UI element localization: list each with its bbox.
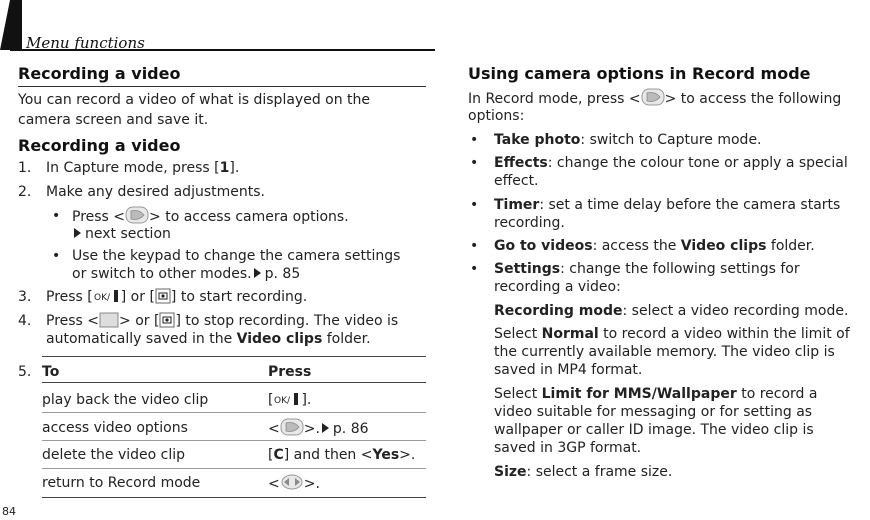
- step-5-num: 5.: [18, 364, 32, 380]
- option-go-to-videos-desc2: folder.: [766, 238, 815, 254]
- bullet-1-mark: •: [52, 208, 61, 224]
- row2-link: p. 86: [332, 421, 369, 437]
- row3-press-after: >.: [399, 447, 416, 463]
- option-timer-line2: recording.: [494, 215, 565, 231]
- step-4-after: ] to stop recording. The video is: [175, 313, 399, 329]
- option-effects-label: Effects: [494, 155, 548, 171]
- row3-press-bold1: C: [273, 447, 284, 463]
- setting-recording-mode-label: Recording mode: [494, 303, 623, 319]
- row3-press-bold2: Yes: [372, 447, 400, 463]
- setting-size-desc: : select a frame size.: [526, 464, 673, 480]
- soft-key-right-icon: [280, 418, 304, 436]
- setting-size: [494, 462, 672, 482]
- section-rule: [18, 86, 426, 87]
- table-bottom-rule: [42, 497, 426, 498]
- row2-press-before: <: [268, 421, 280, 437]
- row1-press-after: ].: [301, 392, 312, 408]
- table-row-action: play back the video clip: [42, 392, 209, 408]
- option-effects-line2: effect.: [494, 173, 539, 189]
- table-row-press: [268, 445, 415, 465]
- row3-press-mid: ] and then <: [283, 447, 373, 463]
- table-row-press: [268, 390, 311, 410]
- table-header-to: To: [42, 364, 60, 380]
- step-4-text: [46, 311, 398, 331]
- option-take-photo-label: Take photo: [494, 132, 581, 148]
- camera-key-icon: [155, 288, 171, 304]
- step-4-before: Press <: [46, 313, 100, 329]
- option-go-to-videos-desc: : access the: [592, 238, 681, 254]
- setting-size-label: Size: [494, 464, 527, 480]
- option-take-photo-desc: : switch to Capture mode.: [580, 132, 762, 148]
- setting-limit: [494, 384, 817, 404]
- option-mark: •: [470, 132, 479, 148]
- option-mark: •: [470, 261, 479, 277]
- setting-normal-line2: the currently available memory. The video clip is: [494, 344, 835, 360]
- nav-key-icon: [280, 473, 304, 491]
- bullet-2-line1: Use the keypad to change the camera settings: [72, 248, 401, 264]
- option-timer: [494, 195, 840, 215]
- table-row-action: access video options: [42, 420, 188, 436]
- row2-press-after: >.: [303, 421, 320, 437]
- step-1-text-before: In Capture mode, press [: [46, 160, 220, 176]
- step-4-num: 4.: [18, 313, 32, 329]
- option-go-to-videos-folder: Video clips: [680, 238, 767, 254]
- option-settings: [494, 259, 800, 279]
- option-settings-line2: recording a video:: [494, 279, 621, 295]
- svg-text:OK/: OK/: [93, 293, 110, 303]
- right-intro-line2: options:: [468, 108, 525, 124]
- setting-recording-mode-desc: : select a video recording mode.: [622, 303, 849, 319]
- option-go-to-videos: [494, 236, 815, 256]
- camera-key-icon: [159, 312, 175, 328]
- setting-limit-after: to record a: [736, 386, 818, 402]
- table-row-action: return to Record mode: [42, 475, 201, 491]
- option-go-to-videos-label: Go to videos: [494, 238, 593, 254]
- step-4-line2: [46, 329, 371, 349]
- option-mark: •: [470, 238, 479, 254]
- table-row-press: [268, 473, 320, 494]
- row1-press-before: [: [268, 392, 274, 408]
- arrow-right-icon: [74, 228, 81, 238]
- page-header-title: Menu functions: [26, 34, 145, 52]
- table-row-rule: [42, 412, 426, 413]
- step-2-text: Make any desired adjustments.: [46, 184, 265, 200]
- intro-text: You can record a video of what is displayed on the camera screen and save it.: [18, 92, 371, 128]
- right-intro-before: In Record mode, press <: [468, 91, 641, 107]
- ok-key-icon: [273, 391, 301, 407]
- section-title: Recording a video: [18, 64, 181, 83]
- row4-press-after: >.: [303, 476, 320, 492]
- step-3-after: ] to start recording.: [170, 289, 308, 305]
- step-4-line2-bold: Video clips: [236, 331, 323, 347]
- setting-normal-before: Select: [494, 326, 542, 342]
- header-tab-graphic: [0, 0, 22, 50]
- option-settings-label: Settings: [494, 261, 561, 277]
- table-row-press: [268, 418, 369, 439]
- bullet-2-mark: •: [52, 248, 61, 264]
- setting-normal-label: Normal: [541, 326, 599, 342]
- right-intro-after: > to access the following: [664, 91, 842, 107]
- setting-normal: [494, 324, 850, 344]
- bullet-1-before: Press <: [72, 209, 126, 225]
- page-number: 84: [2, 505, 16, 518]
- table-header-press: Press: [268, 364, 312, 380]
- step-1-text-after: ].: [229, 160, 240, 176]
- step-4-mid: > or [: [119, 313, 160, 329]
- soft-key-right-icon: [125, 206, 149, 224]
- option-mark: •: [470, 197, 479, 213]
- setting-limit-before: Select: [494, 386, 542, 402]
- step-1-key: 1: [219, 160, 230, 176]
- step-3-num: 3.: [18, 289, 32, 305]
- step-1-num: 1.: [18, 160, 32, 176]
- setting-normal-after: to record a video within the limit of: [598, 326, 850, 342]
- soft-key-left-icon: [99, 312, 119, 328]
- bullet-2-line2: [72, 264, 300, 284]
- arrow-right-icon: [322, 423, 329, 433]
- step-3-text: [46, 287, 307, 307]
- step-1-text: [46, 158, 239, 178]
- setting-limit-line3: wallpaper or caller ID image. The video clip is: [494, 422, 814, 438]
- table-row-rule: [42, 468, 426, 469]
- table-row-action: delete the video clip: [42, 447, 186, 463]
- subsection-title: Recording a video: [18, 136, 181, 155]
- bullet-2-line2-text: or switch to other modes.: [72, 266, 252, 282]
- table-row-rule: [42, 440, 426, 441]
- bullet-1-after: > to access camera options.: [149, 209, 349, 225]
- step-4-line2-after: folder.: [322, 331, 371, 347]
- step-3-before: Press [: [46, 289, 93, 305]
- bullet-2-link: p. 85: [264, 266, 301, 282]
- bullet-1-link: next section: [85, 226, 171, 242]
- right-section-title: Using camera options in Record mode: [468, 64, 811, 83]
- option-timer-label: Timer: [494, 197, 540, 213]
- arrow-right-icon: [254, 268, 261, 278]
- setting-limit-line4: saved in 3GP format.: [494, 440, 642, 456]
- option-timer-desc: : set a time delay before the camera starts: [539, 197, 841, 213]
- setting-recording-mode: [494, 301, 848, 321]
- table-top-rule: [42, 356, 426, 357]
- ok-key-icon: [93, 288, 121, 304]
- option-effects: [494, 153, 848, 173]
- soft-key-right-icon: [641, 88, 665, 106]
- bullet-1-crossref: [72, 224, 171, 244]
- step-2-num: 2.: [18, 184, 32, 200]
- step-3-mid: ] or [: [120, 289, 155, 305]
- step-4-line2-before: automatically saved in the: [46, 331, 237, 347]
- option-settings-desc: : change the following settings for: [560, 261, 800, 277]
- option-take-photo: [494, 130, 762, 150]
- setting-limit-label: Limit for MMS/Wallpaper: [541, 386, 737, 402]
- setting-normal-line3: saved in MP4 format.: [494, 362, 643, 378]
- row4-press-before: <: [268, 476, 280, 492]
- svg-text:OK/: OK/: [274, 396, 291, 406]
- option-mark: •: [470, 155, 479, 171]
- row3-press-before: [: [268, 447, 274, 463]
- table-header-rule: [42, 382, 426, 383]
- option-effects-desc: : change the colour tone or apply a special: [547, 155, 848, 171]
- setting-limit-line2: video suitable for messaging or for setting as: [494, 404, 813, 420]
